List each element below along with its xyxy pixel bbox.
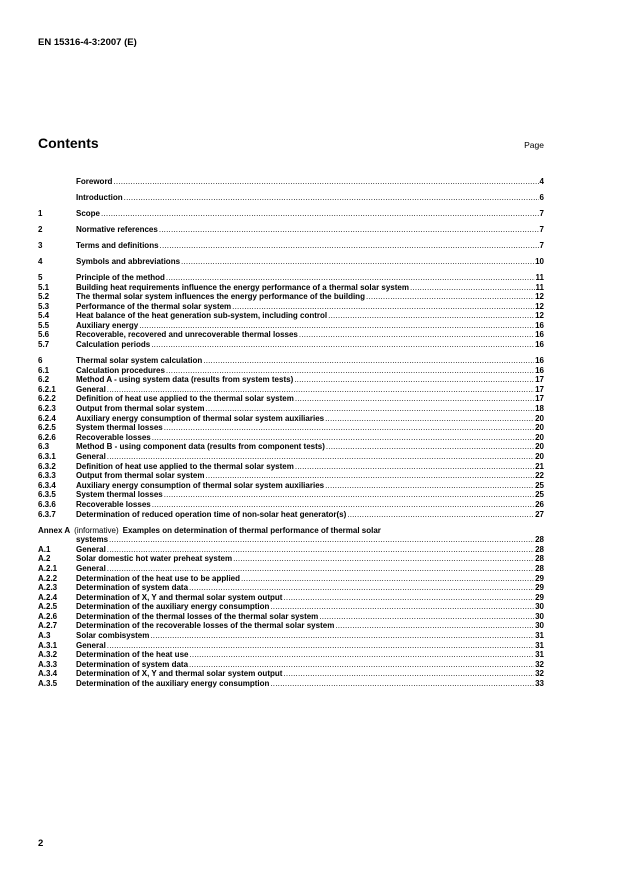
toc-entry[interactable] [38, 593, 544, 603]
toc-entry-page: 11 [535, 282, 544, 292]
toc-entry[interactable] [38, 564, 544, 574]
toc-entry[interactable] [38, 574, 544, 584]
toc-entry-number: 4 [38, 256, 43, 266]
page-column-label: Page [524, 140, 544, 150]
toc-entry-page: 32 [535, 669, 544, 679]
toc-entry[interactable] [38, 621, 544, 631]
toc-entry-page: 20 [535, 413, 544, 423]
dot-leader [151, 340, 534, 350]
dot-leader [241, 574, 534, 584]
dot-leader [295, 394, 534, 404]
toc-entry-page: 28 [535, 563, 544, 573]
toc-entry-title: Introduction [76, 192, 123, 202]
toc-entry-title: Terms and definitions [76, 240, 159, 250]
toc-entry-page: 20 [535, 442, 544, 452]
toc-entry-title: Calculation periods [76, 340, 151, 350]
toc-entry-title: Determination of the auxiliary energy consumption [76, 679, 270, 689]
annex-heading[interactable] [38, 526, 544, 536]
dot-leader [164, 490, 534, 500]
dot-leader [283, 593, 534, 603]
toc-entry-page: 7 [539, 208, 544, 218]
toc-entry-number: A.3.2 [38, 650, 58, 660]
toc-entry[interactable] [38, 273, 544, 283]
dot-leader [164, 423, 534, 433]
dot-leader [326, 442, 534, 452]
toc-entry-number: 6.3.3 [38, 471, 56, 481]
toc-entry[interactable] [38, 257, 544, 267]
toc-entry[interactable] [38, 225, 544, 235]
toc-entry-page: 29 [535, 573, 544, 583]
dot-leader [107, 385, 534, 395]
dot-leader [107, 452, 534, 462]
toc-entry-number: A.3.3 [38, 659, 58, 669]
toc-entry-page: 30 [535, 611, 544, 621]
toc-entry[interactable] [38, 209, 544, 219]
toc-entry-title: General [76, 384, 106, 394]
toc-entry-number: A.2.1 [38, 563, 58, 573]
toc-entry-number: A.2.6 [38, 611, 58, 621]
toc-entry-number: A.1 [38, 544, 51, 554]
toc-entry-title: General [76, 451, 106, 461]
toc-entry-title: Calculation procedures [76, 365, 165, 375]
toc-entry-number: 6.3 [38, 442, 50, 452]
toc-entry-page: 26 [535, 499, 544, 509]
annex-heading-continuation[interactable] [38, 535, 544, 545]
page-number: 2 [38, 838, 44, 849]
toc-entry-title: Determination of the recoverable losses of the thermal solar system [76, 621, 335, 631]
toc-entry-title: Auxiliary energy consumption of thermal solar system auxiliaries [76, 413, 325, 423]
dot-leader [233, 554, 534, 564]
toc-entry-title: Solar domestic hot water preheat system [76, 554, 233, 564]
toc-entry[interactable] [38, 631, 544, 641]
toc-entry-number: 6.2.3 [38, 404, 56, 414]
toc-entry-title: Determination of the thermal losses of the thermal solar system [76, 611, 319, 621]
toc-entry[interactable] [38, 500, 544, 510]
toc-entry[interactable] [38, 433, 544, 443]
toc-entry[interactable] [38, 679, 544, 689]
toc-entry-number: A.2.2 [38, 573, 58, 583]
toc-entry-page: 22 [535, 471, 544, 481]
toc-entry-title: Definition of heat use applied to the thermal solar system [76, 394, 294, 404]
toc-entry[interactable] [38, 177, 544, 187]
toc-entry-page: 17 [535, 384, 544, 394]
toc-entry-title: Method A - using system data (results from system tests) [76, 375, 294, 385]
toc-entry-page: 20 [535, 432, 544, 442]
toc-entry-number: 5.3 [38, 301, 50, 311]
toc-entry[interactable] [38, 414, 544, 424]
toc-entry-number: A.2 [38, 554, 51, 564]
dot-leader [152, 433, 534, 443]
toc-entry-page: 16 [535, 320, 544, 330]
toc-entry-title: Determination of X, Y and thermal solar system output [76, 669, 283, 679]
toc-entry-page: 30 [535, 621, 544, 631]
toc-entry-title: Foreword [76, 177, 113, 186]
toc-entry-page: 28 [535, 554, 544, 564]
toc-entry-page: 16 [535, 340, 544, 350]
toc-entry-page: 18 [535, 404, 544, 414]
dot-leader [283, 669, 534, 679]
toc-entry-number: 5.6 [38, 330, 50, 340]
dot-leader [107, 641, 534, 651]
toc-entry-number: 3 [38, 240, 43, 250]
toc-entry[interactable] [38, 452, 544, 462]
annex-page: 28 [535, 535, 544, 545]
toc-entry-number: 6.3.2 [38, 461, 56, 471]
toc-entry-title: Determination of system data [76, 659, 189, 669]
dot-leader [295, 462, 534, 472]
toc-entry-page: 30 [535, 602, 544, 612]
toc-entry[interactable] [38, 366, 544, 376]
toc-entry-title: Scope [76, 208, 101, 218]
toc-entry-number: 6.2.6 [38, 432, 56, 442]
toc-entry[interactable] [38, 442, 544, 452]
toc-entry-page: 20 [535, 451, 544, 461]
dot-leader [205, 471, 534, 481]
toc-entry-title: General [76, 544, 106, 554]
toc-entry-title: System thermal losses [76, 490, 163, 500]
toc-entry-title: Recoverable losses [76, 499, 151, 509]
toc-entry[interactable] [38, 602, 544, 612]
toc-entry-title: System thermal losses [76, 423, 163, 433]
toc-entry-title: Principle of the method [76, 272, 165, 282]
toc-entry-number: 6 [38, 356, 43, 366]
toc-entry-number: A.2.7 [38, 621, 58, 631]
toc-entry-page: 21 [535, 461, 544, 471]
toc-entry[interactable] [38, 641, 544, 651]
toc-entry-page: 10 [535, 256, 544, 266]
toc-entry-title: Symbols and abbreviations [76, 256, 181, 266]
toc-entry-number: 5.7 [38, 340, 50, 350]
dot-leader [189, 650, 534, 660]
toc-entry-number: 6.2.5 [38, 423, 56, 433]
toc-entry[interactable] [38, 385, 544, 395]
toc-entry-page: 4 [539, 177, 544, 186]
toc-entry-number: 6.3.1 [38, 451, 56, 461]
dot-leader [294, 375, 534, 385]
dot-leader [299, 330, 534, 340]
dot-leader [109, 535, 534, 545]
toc-entry-number: 6.3.6 [38, 499, 56, 509]
toc-entry[interactable] [38, 462, 544, 472]
dot-leader [101, 209, 539, 219]
toc-entry-title: Performance of the thermal solar system [76, 301, 232, 311]
toc-entry-title: Output from thermal solar system [76, 404, 205, 414]
toc-entry[interactable] [38, 471, 544, 481]
toc-entry-number: 6.2.1 [38, 384, 56, 394]
toc-entry-title: Normative references [76, 224, 158, 234]
toc-entry-title: Heat balance of the heat generation sub-system, including control [76, 311, 328, 321]
toc-entry-page: 29 [535, 592, 544, 602]
toc-entry-page: 32 [535, 659, 544, 669]
toc-entry[interactable] [38, 283, 544, 293]
dot-leader [181, 257, 534, 267]
toc-entry-title: Auxiliary energy consumption of thermal solar system auxiliaries [76, 480, 325, 490]
toc-entry[interactable] [38, 669, 544, 679]
table-of-contents [38, 177, 544, 689]
annex-title-continuation: systems [76, 535, 109, 545]
toc-entry-number: 6.3.7 [38, 509, 56, 519]
toc-entry[interactable] [38, 660, 544, 670]
toc-entry[interactable] [38, 404, 544, 414]
toc-entry-title: Solar combisystem [76, 631, 150, 641]
toc-entry-title: Determination of X, Y and thermal solar system output [76, 592, 283, 602]
toc-entry-title: General [76, 640, 106, 650]
dot-leader [189, 660, 534, 670]
toc-entry[interactable] [38, 330, 544, 340]
dot-leader [150, 631, 534, 641]
toc-entry-page: 6 [539, 192, 544, 202]
dot-leader [139, 321, 534, 331]
toc-entry-page: 12 [535, 292, 544, 302]
toc-entry-number: A.2.5 [38, 602, 58, 612]
dot-leader [347, 510, 534, 520]
toc-entry-title: Auxiliary energy [76, 320, 139, 330]
toc-entry-title: Determination of reduced operation time of non-solar heat generator(s) [76, 509, 347, 519]
toc-entry-page: 25 [535, 480, 544, 490]
toc-entry-number: 5.5 [38, 320, 50, 330]
toc-entry-number: 1 [38, 208, 43, 218]
toc-entry-title: Determination of the heat use [76, 650, 189, 660]
toc-entry[interactable] [38, 423, 544, 433]
toc-entry-number: 5 [38, 272, 43, 282]
toc-entry[interactable] [38, 545, 544, 555]
dot-leader [270, 679, 534, 689]
dot-leader [160, 241, 539, 251]
contents-heading: Contents [38, 135, 99, 151]
toc-entry[interactable] [38, 394, 544, 404]
dot-leader [325, 481, 534, 491]
toc-entry-number: 2 [38, 224, 43, 234]
dot-leader [166, 273, 535, 283]
toc-entry-title: Output from thermal solar system [76, 471, 205, 481]
dot-leader [335, 621, 534, 631]
toc-entry-number: 5.4 [38, 311, 50, 321]
toc-entry-title: Determination of system data [76, 583, 189, 593]
toc-entry-page: 7 [539, 224, 544, 234]
toc-entry-page: 27 [535, 509, 544, 519]
dot-leader [205, 404, 534, 414]
toc-entry-title: Definition of heat use applied to the thermal solar system [76, 461, 294, 471]
toc-entry[interactable] [38, 193, 544, 203]
annex-qualifier: (informative) [74, 525, 119, 535]
toc-entry[interactable] [38, 356, 544, 366]
toc-entry[interactable] [38, 241, 544, 251]
toc-entry[interactable] [38, 490, 544, 500]
annex-label: Annex A [38, 525, 71, 535]
toc-entry[interactable] [38, 583, 544, 593]
toc-entry-page: 20 [535, 423, 544, 433]
toc-entry-page: 16 [535, 330, 544, 340]
dot-leader [270, 602, 534, 612]
toc-entry-page: 25 [535, 490, 544, 500]
toc-entry-page: 12 [535, 311, 544, 321]
dot-leader [159, 225, 539, 235]
toc-entry-page: 16 [535, 365, 544, 375]
toc-entry-number: 6.3.5 [38, 490, 56, 500]
annex-title: Examples on determination of thermal performance of thermal solar [122, 525, 381, 535]
toc-entry[interactable] [38, 510, 544, 520]
dot-leader [319, 612, 534, 622]
toc-entry-title: Recoverable, recovered and unrecoverable thermal losses [76, 330, 298, 340]
dot-leader [366, 292, 534, 302]
toc-entry-page: 7 [539, 240, 544, 250]
toc-entry[interactable] [38, 650, 544, 660]
toc-entry-page: 28 [535, 544, 544, 554]
toc-entry-page: 12 [535, 301, 544, 311]
toc-entry-number: A.3.1 [38, 640, 58, 650]
toc-entry-title: Building heat requirements influence the energy performance of a thermal solar system [76, 282, 409, 292]
toc-entry-number: A.2.4 [38, 592, 58, 602]
toc-entry-number: A.3 [38, 631, 51, 641]
toc-entry-title: Determination of the auxiliary energy consumption [76, 602, 270, 612]
toc-entry-title: The thermal solar system influences the energy performance of the building [76, 292, 365, 302]
toc-entry-number: 6.2 [38, 375, 50, 385]
dot-leader [232, 302, 534, 312]
toc-entry-number: A.2.3 [38, 583, 58, 593]
toc-entry-page: 33 [535, 679, 544, 689]
dot-leader [328, 311, 534, 321]
toc-entry[interactable] [38, 375, 544, 385]
toc-entry[interactable] [38, 292, 544, 302]
toc-entry-page: 17 [535, 394, 544, 404]
toc-entry-number: A.3.4 [38, 669, 58, 679]
toc-entry-page: 31 [535, 640, 544, 650]
toc-entry[interactable] [38, 481, 544, 491]
toc-entry-title: Thermal solar system calculation [76, 356, 203, 366]
toc-entry-page: 29 [535, 583, 544, 593]
toc-entry-number: 6.1 [38, 365, 50, 375]
toc-entry-page: 31 [535, 650, 544, 660]
dot-leader [124, 193, 539, 203]
toc-entry[interactable] [38, 302, 544, 312]
dot-leader [203, 356, 534, 366]
dot-leader [189, 583, 534, 593]
toc-entry-page: 16 [535, 356, 544, 366]
toc-entry-title: Determination of the heat use to be applied [76, 573, 241, 583]
toc-entry-number: 6.2.2 [38, 394, 56, 404]
toc-entry-title: General [76, 563, 106, 573]
dot-leader [152, 500, 534, 510]
toc-entry-page: 31 [535, 631, 544, 641]
toc-entry-number: 6.2.4 [38, 413, 56, 423]
toc-entry-number: A.3.5 [38, 679, 58, 689]
toc-entry-page: 17 [535, 375, 544, 385]
toc-entry[interactable] [38, 321, 544, 331]
toc-entry[interactable] [38, 340, 544, 350]
dot-leader [410, 283, 535, 293]
toc-entry-page: 11 [535, 272, 544, 282]
dot-leader [107, 545, 534, 555]
dot-leader [107, 564, 534, 574]
dot-leader [166, 366, 534, 376]
dot-leader [325, 414, 534, 424]
toc-entry-title: Method B - using component data (results from component tests) [76, 442, 325, 452]
toc-entry-number: 5.2 [38, 292, 50, 302]
toc-entry-title: Recoverable losses [76, 432, 151, 442]
toc-entry[interactable] [38, 554, 544, 564]
toc-entry[interactable] [38, 311, 544, 321]
dot-leader [113, 177, 538, 187]
toc-entry-number: 5.1 [38, 282, 50, 292]
toc-entry[interactable] [38, 612, 544, 622]
toc-entry-number: 6.3.4 [38, 480, 56, 490]
document-id: EN 15316-4-3:2007 (E) [38, 37, 137, 48]
